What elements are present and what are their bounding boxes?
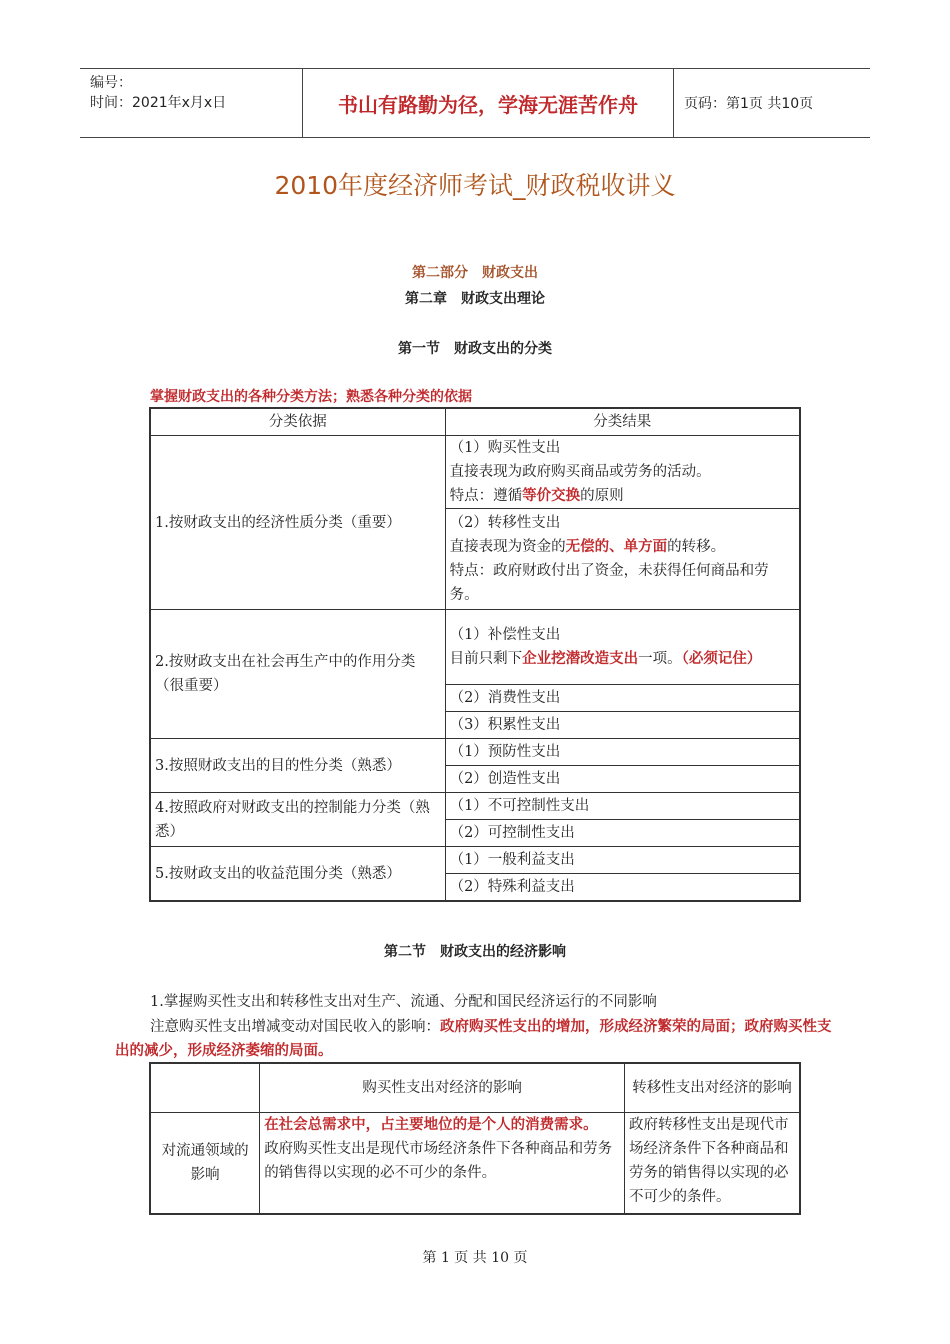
col-basis-header: 分类依据 — [150, 408, 445, 436]
col-result-header: 分类结果 — [445, 408, 800, 436]
table-row — [150, 610, 800, 685]
result-cell: （2）特殊利益支出 — [445, 874, 800, 902]
text-span: 直接表现为资金的 — [449, 539, 566, 555]
text-span: 一项。 — [638, 651, 682, 667]
emphasis-text: 企业挖潜改造支出 — [522, 650, 639, 667]
section1-note: 掌握财政支出的各种分类方法；熟悉各种分类的依据 — [150, 389, 472, 405]
text-span: 特点：遵循 — [449, 488, 523, 504]
result-cell — [445, 436, 800, 509]
result-feature: 特点：政府财政付出了资金，未获得任何商品和劳务。 — [449, 563, 769, 603]
table-header-row — [150, 1063, 800, 1113]
text-span: 的原则 — [580, 488, 624, 504]
result-text — [450, 535, 795, 559]
basis-cell: 2.按财政支出在社会再生产中的作用分类（很重要） — [150, 610, 445, 739]
number-label: 编号： — [90, 75, 132, 91]
table-row — [150, 793, 800, 820]
emphasis-text: 在社会总需求中，占主要地位的是个人的消费需求。 — [264, 1116, 598, 1133]
result-feature — [450, 484, 795, 508]
emphasis-text: 等价交换 — [522, 487, 581, 504]
table-row — [150, 436, 800, 509]
header-page-info: 页码：第1页 共10页 — [684, 96, 814, 112]
result-cell: （3）积累性支出 — [445, 712, 800, 739]
col-transfer-header: 转移性支出对经济的影响 — [624, 1063, 800, 1113]
table-row — [150, 739, 800, 766]
result-title: （1）补偿性支出 — [449, 627, 561, 643]
classification-table — [149, 407, 801, 902]
row-label: 对流通领域的影响 — [150, 1113, 260, 1215]
chapter-heading: 第二章 财政支出理论 — [405, 291, 545, 307]
col-purchase-header: 购买性支出对经济的影响 — [260, 1063, 625, 1113]
result-cell — [445, 610, 800, 685]
result-cell: （2）可控制性支出 — [445, 820, 800, 847]
emphasis-text: 政府购买性支出的增加，形成经济繁荣的局面；政府购买性支出的减少，形成经济萎缩的局面。 — [115, 1018, 832, 1059]
text-span: 的转移。 — [667, 539, 726, 555]
header-meta — [80, 69, 302, 137]
section2-paragraph-1: 1.掌握购买性支出和转移性支出对生产、流通、分配和国民经济运行的不同影响 — [150, 994, 657, 1010]
basis-cell: 4.按照政府对财政支出的控制能力分类（熟悉） — [150, 793, 445, 847]
result-text — [450, 647, 795, 671]
page-footer: 第 1 页 共 10 页 — [422, 1250, 528, 1266]
page-header — [80, 68, 870, 138]
result-cell: （2）创造性支出 — [445, 766, 800, 793]
header-motto: 书山有路勤为径，学海无涯苦作舟 — [302, 69, 674, 137]
table-header-row — [150, 408, 800, 436]
basis-cell: 1.按财政支出的经济性质分类（重要） — [150, 436, 445, 610]
basis-cell: 5.按财政支出的收益范围分类（熟悉） — [150, 847, 445, 902]
cell-text: 政府购买性支出是现代市场经济条件下各种商品和劳务的销售得以实现的必不可少的条件。 — [264, 1141, 613, 1181]
corner-cell — [150, 1063, 260, 1113]
part-heading: 第二部分 财政支出 — [412, 265, 538, 281]
table-row — [150, 847, 800, 874]
transfer-cell: 政府转移性支出是现代市场经济条件下各种商品和劳务的销售得以实现的必不可少的条件。 — [624, 1113, 800, 1215]
text-span: 目前只剩下 — [449, 651, 523, 667]
result-cell: （1）不可控制性支出 — [445, 793, 800, 820]
result-title: （2）转移性支出 — [449, 515, 561, 531]
emphasis-text: （必须记住） — [681, 650, 762, 667]
result-title: （1）购买性支出 — [449, 440, 561, 456]
result-text: 直接表现为政府购买商品或劳务的活动。 — [449, 464, 711, 480]
result-cell: （1）预防性支出 — [445, 739, 800, 766]
emphasis-text: 无偿的、单方面 — [565, 538, 668, 555]
economic-impact-table — [149, 1062, 801, 1215]
purchase-cell — [260, 1113, 625, 1215]
section2-paragraph-2 — [115, 1015, 835, 1063]
text-span: 注意购买性支出增减变动对国民收入的影响： — [150, 1019, 440, 1035]
table-row — [150, 1113, 800, 1215]
result-cell: （2）消费性支出 — [445, 685, 800, 712]
document-title: 2010年度经济师考试_财政税收讲义 — [274, 171, 676, 200]
section2-heading: 第二节 财政支出的经济影响 — [384, 944, 566, 960]
section1-heading: 第一节 财政支出的分类 — [398, 341, 552, 357]
result-cell — [445, 509, 800, 610]
date-label: 时间：2021年x月x日 — [90, 95, 227, 111]
result-cell: （1）一般利益支出 — [445, 847, 800, 874]
basis-cell: 3.按照财政支出的目的性分类（熟悉） — [150, 739, 445, 793]
